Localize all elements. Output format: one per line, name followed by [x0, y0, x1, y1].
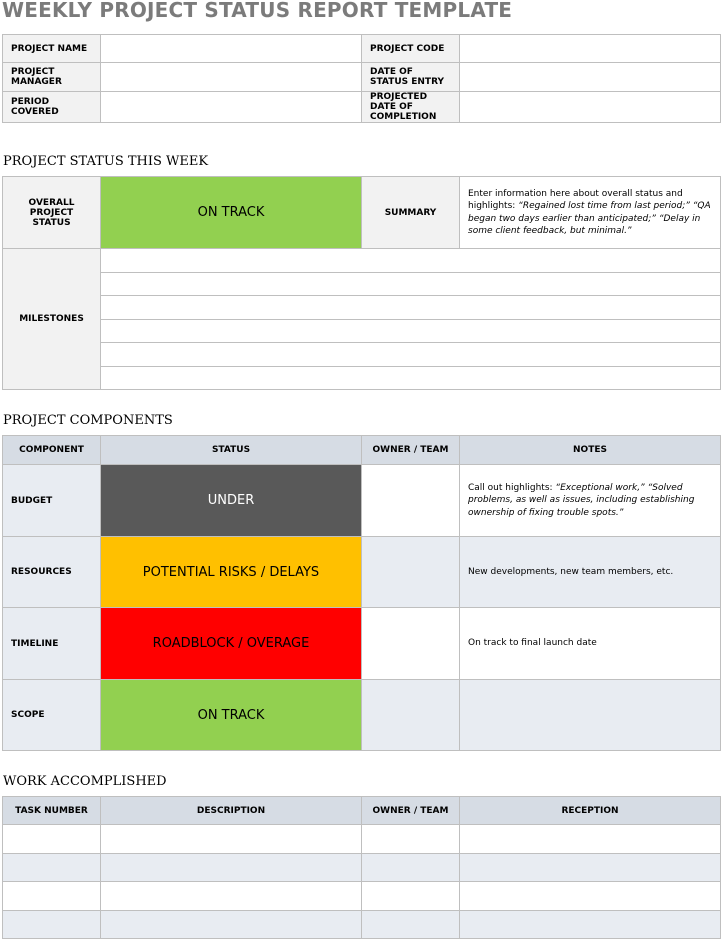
- reception-cell[interactable]: [460, 911, 721, 939]
- table-row: [3, 825, 721, 854]
- project-code-field[interactable]: [460, 35, 721, 63]
- timeline-owner[interactable]: [362, 608, 460, 680]
- reception-cell[interactable]: [460, 825, 721, 854]
- owner-team-column-header: OWNER / TEAM: [362, 436, 460, 465]
- milestone-row[interactable]: [101, 273, 721, 296]
- budget-notes[interactable]: [460, 465, 721, 537]
- scope-owner[interactable]: [362, 680, 460, 751]
- task-number-cell[interactable]: [3, 854, 101, 882]
- description-cell[interactable]: [101, 911, 362, 939]
- scope-label: SCOPE: [3, 680, 101, 751]
- projected-completion-field[interactable]: [460, 92, 721, 123]
- components-section-title: PROJECT COMPONENTS: [3, 413, 173, 428]
- budget-status[interactable]: UNDER: [101, 465, 362, 537]
- status-section-title: PROJECT STATUS THIS WEEK: [3, 154, 209, 169]
- milestones-label: MILESTONES: [3, 249, 101, 390]
- project-code-label: PROJECT CODE: [362, 35, 460, 63]
- budget-label: BUDGET: [3, 465, 101, 537]
- milestone-row[interactable]: [101, 249, 721, 273]
- scope-status[interactable]: ON TRACK: [101, 680, 362, 751]
- owner-team-cell[interactable]: [362, 854, 460, 882]
- date-of-status-entry-field[interactable]: [460, 63, 721, 92]
- table-row: [3, 911, 721, 939]
- project-manager-label: PROJECT MANAGER: [3, 63, 101, 92]
- owner-team-cell[interactable]: [362, 882, 460, 911]
- description-cell[interactable]: [101, 825, 362, 854]
- status-column-header: STATUS: [101, 436, 362, 465]
- scope-notes[interactable]: [460, 680, 721, 751]
- project-name-label: PROJECT NAME: [3, 35, 101, 63]
- project-components-table: [2, 435, 721, 751]
- owner-team-cell[interactable]: [362, 825, 460, 854]
- description-cell[interactable]: [101, 882, 362, 911]
- project-manager-field[interactable]: [101, 63, 362, 92]
- component-column-header: COMPONENT: [3, 436, 101, 465]
- table-row: [3, 882, 721, 911]
- notes-column-header: NOTES: [460, 436, 721, 465]
- reception-cell[interactable]: [460, 882, 721, 911]
- owner-team-column-header: OWNER / TEAM: [362, 797, 460, 825]
- project-name-field[interactable]: [101, 35, 362, 63]
- budget-owner[interactable]: [362, 465, 460, 537]
- date-of-status-entry-label: DATE OF STATUS ENTRY: [362, 63, 460, 92]
- timeline-notes[interactable]: On track to final launch date: [460, 608, 721, 680]
- task-number-cell[interactable]: [3, 911, 101, 939]
- table-row: [3, 608, 721, 680]
- work-accomplished-table: [2, 796, 721, 939]
- resources-status[interactable]: POTENTIAL RISKS / DELAYS: [101, 537, 362, 608]
- summary-text[interactable]: [460, 177, 721, 249]
- work-section-title: WORK ACCOMPLISHED: [3, 774, 167, 789]
- table-row: [3, 537, 721, 608]
- overall-status-value[interactable]: ON TRACK: [101, 177, 362, 249]
- milestone-row[interactable]: [101, 296, 721, 320]
- description-column-header: DESCRIPTION: [101, 797, 362, 825]
- project-status-table: [2, 176, 721, 390]
- summary-examples: “Regained lost time from last period;” “QA began two days earlier than anticipated;” “Delay in some client feedback, but minimal.”: [468, 201, 711, 236]
- reception-column-header: RECEPTION: [460, 797, 721, 825]
- overall-status-label: OVERALL PROJECT STATUS: [3, 177, 101, 249]
- summary-label: SUMMARY: [362, 177, 460, 249]
- period-covered-label: PERIOD COVERED: [3, 92, 101, 123]
- task-number-column-header: TASK NUMBER: [3, 797, 101, 825]
- reception-cell[interactable]: [460, 854, 721, 882]
- table-row: [3, 854, 721, 882]
- table-row: [3, 680, 721, 751]
- task-number-cell[interactable]: [3, 825, 101, 854]
- resources-owner[interactable]: [362, 537, 460, 608]
- table-row: [3, 465, 721, 537]
- resources-label: RESOURCES: [3, 537, 101, 608]
- timeline-label: TIMELINE: [3, 608, 101, 680]
- page-title: WEEKLY PROJECT STATUS REPORT TEMPLATE: [2, 0, 513, 22]
- task-number-cell[interactable]: [3, 882, 101, 911]
- budget-notes-italic: “Exceptional work,” “Solved problems, as well as issues, including establishing ownership of fixing trouble spots.”: [468, 482, 695, 518]
- period-covered-field[interactable]: [101, 92, 362, 123]
- owner-team-cell[interactable]: [362, 911, 460, 939]
- project-info-table: [2, 34, 721, 123]
- projected-completion-label: PROJECTED DATE OF COMPLETION: [362, 92, 460, 123]
- milestone-row[interactable]: [101, 343, 721, 367]
- milestone-row[interactable]: [101, 320, 721, 343]
- budget-notes-plain: Call out highlights:: [468, 482, 556, 493]
- description-cell[interactable]: [101, 854, 362, 882]
- summary-intro: Enter information here about overall status and highlights:: [468, 188, 683, 211]
- milestone-row[interactable]: [101, 367, 721, 390]
- resources-notes[interactable]: New developments, new team members, etc.: [460, 537, 721, 608]
- timeline-status[interactable]: ROADBLOCK / OVERAGE: [101, 608, 362, 680]
